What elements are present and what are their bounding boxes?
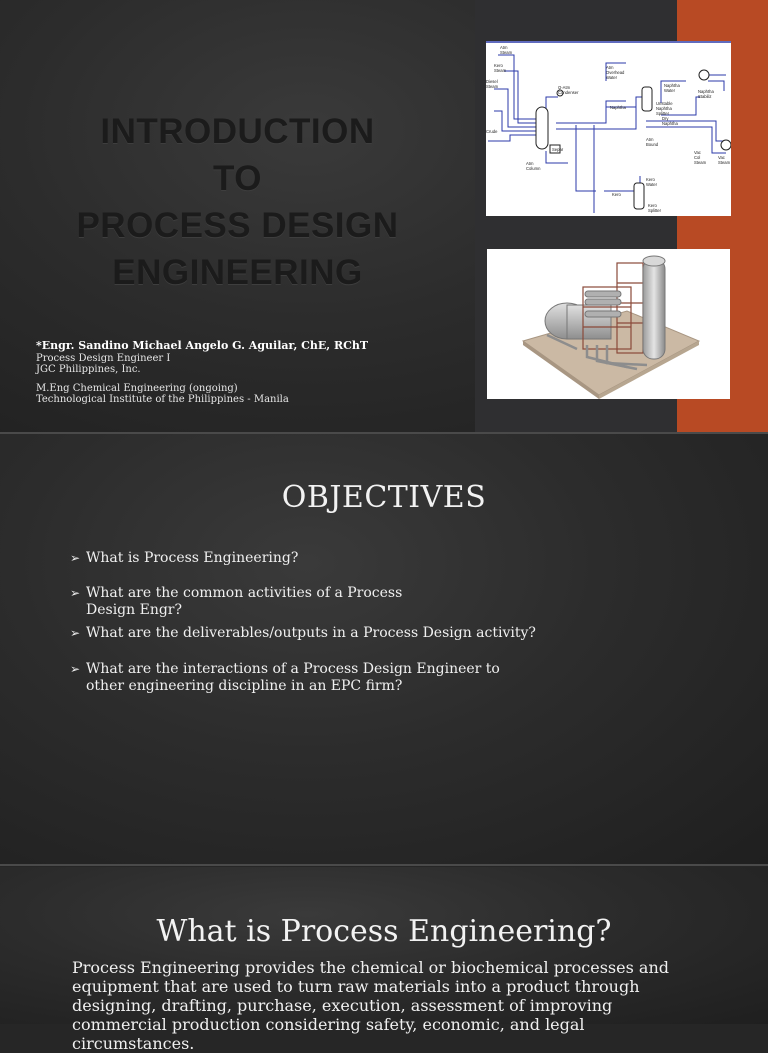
svg-text:Steam: Steam <box>500 50 513 55</box>
bullet-text: What are the interactions of a Process Design Engineer to other engineering discipline in an EPC firm? <box>86 661 500 694</box>
svg-text:Column: Column <box>526 166 541 171</box>
svg-text:Overhead: Overhead <box>606 70 625 75</box>
svg-text:Bound: Bound <box>646 142 659 147</box>
author-degree: M.Eng Chemical Engineering (ongoing) <box>36 383 238 394</box>
svg-text:Steam: Steam <box>694 160 707 165</box>
svg-text:Atm: Atm <box>500 45 508 50</box>
title-slide <box>0 0 768 432</box>
presentation-title <box>40 108 435 296</box>
arrow-bullet-icon: ➢ <box>70 586 81 600</box>
svg-text:Diesel: Diesel <box>486 79 498 84</box>
process-flow-diagram <box>486 41 731 216</box>
svg-text:Water: Water <box>646 182 658 187</box>
svg-text:Splitter: Splitter <box>648 208 662 213</box>
svg-text:Dry: Dry <box>662 116 669 121</box>
slide-divider <box>0 864 768 866</box>
svg-text:Naphtha: Naphtha <box>698 89 714 94</box>
svg-text:Naphtha: Naphtha <box>656 106 672 111</box>
svg-text:Atm: Atm <box>646 137 654 142</box>
svg-text:Splitter: Splitter <box>656 111 670 116</box>
title-line: INTRODUCTION <box>100 112 375 151</box>
plant-3d-image <box>487 249 730 399</box>
author-block <box>36 340 368 405</box>
list-item <box>70 585 446 619</box>
list-item <box>70 661 540 695</box>
arrow-bullet-icon: ➢ <box>70 551 81 565</box>
svg-text:Q-Atm: Q-Atm <box>558 85 571 90</box>
svg-text:Col: Col <box>694 155 701 160</box>
svg-text:Crude: Crude <box>486 129 498 134</box>
title-line: ENGINEERING <box>112 253 363 292</box>
slide-body-text: Process Engineering provides the chemical or biochemical processes and equipment that are used to turn raw materials into a product through designing, drafting, purchase, execution, assessment of improving commercial production considering safety, economic, and legal circumstances. <box>72 958 669 1053</box>
svg-text:Naphtha: Naphtha <box>664 83 680 88</box>
svg-text:Atm: Atm <box>526 161 534 166</box>
svg-text:Unstable: Unstable <box>656 101 673 106</box>
author-company: JGC Philippines, Inc. <box>36 364 141 375</box>
bullet-text: What are the common activities of a Process Design Engr? <box>86 585 403 618</box>
arrow-bullet-icon: ➢ <box>70 662 81 676</box>
objectives-list <box>70 550 540 695</box>
svg-text:Separ: Separ <box>552 147 564 152</box>
svg-text:Kero: Kero <box>648 203 657 208</box>
svg-text:Atm: Atm <box>606 65 614 70</box>
bullet-text: What are the deliverables/outputs in a Process Design activity? <box>86 625 536 641</box>
author-school: Technological Institute of the Philippines - Manila <box>36 394 289 405</box>
svg-text:Vac: Vac <box>718 155 725 160</box>
svg-text:Kero: Kero <box>646 177 655 182</box>
title-line: TO <box>213 159 262 198</box>
svg-text:Water: Water <box>664 88 676 93</box>
slide-title: What is Process Engineering? <box>156 914 612 949</box>
svg-text:Steam: Steam <box>486 84 499 89</box>
svg-text:Steam: Steam <box>718 160 731 165</box>
svg-text:Stabiliz: Stabiliz <box>698 94 712 99</box>
author-name: *Engr. Sandino Michael Angelo G. Aguilar, ChE, RChT <box>36 339 369 352</box>
list-item <box>70 625 540 642</box>
svg-text:Steam: Steam <box>494 68 507 73</box>
svg-text:Kero: Kero <box>612 192 621 197</box>
list-item <box>70 550 540 567</box>
svg-text:Vac: Vac <box>694 150 701 155</box>
author-role: Process Design Engineer I <box>36 353 171 364</box>
bullet-text: What is Process Engineering? <box>86 550 299 566</box>
svg-text:Condenser: Condenser <box>558 90 579 95</box>
svg-text:Kero: Kero <box>494 63 503 68</box>
svg-text:Water: Water <box>606 75 618 80</box>
objectives-title: OBJECTIVES <box>281 480 487 515</box>
arrow-bullet-icon: ➢ <box>70 626 81 640</box>
svg-text:Naphtha: Naphtha <box>610 105 626 110</box>
title-line: PROCESS DESIGN <box>76 206 399 245</box>
svg-text:Naphtha: Naphtha <box>662 121 678 126</box>
